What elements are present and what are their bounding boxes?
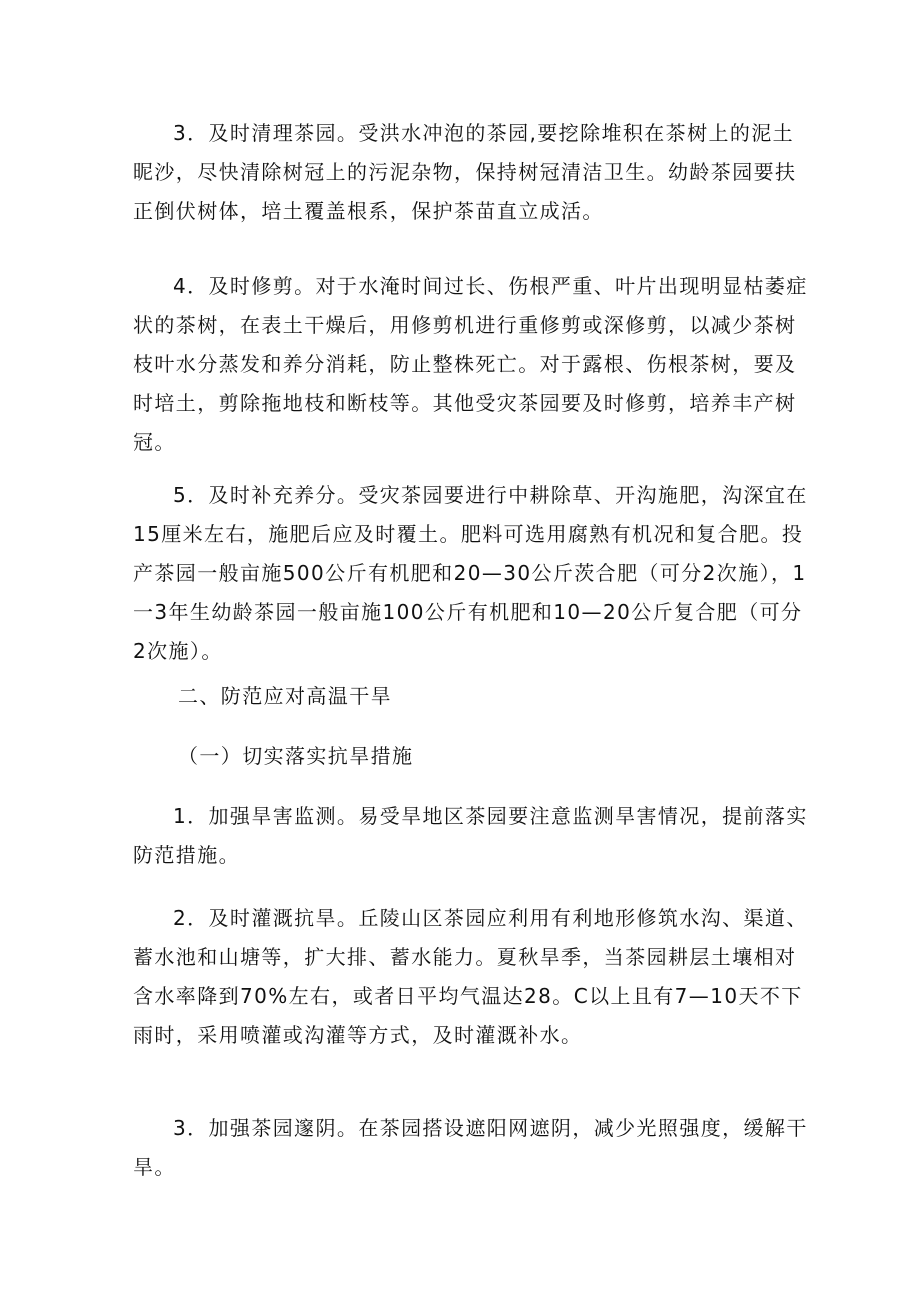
- section-heading: 二、防范应对高温干旱: [178, 684, 392, 708]
- paragraph-shading: 3．加强茶园邃阴。在茶园搭设遮阳网遮阴，减少光照强度，缓解干旱。: [133, 1116, 808, 1179]
- paragraph-irrigation: 2．及时灌溉抗旱。丘陵山区茶园应利用有利地形修筑水沟、渠道、蓄水池和山塘等，扩大排、蓄水能力。夏秋旱季，当茶园耕层土壤相对含水率降到70%左右，或者日平均气温达28。C以上且有7—10天不下雨时，采用喷灌或沟灌等方式，及时灌溉补水。: [133, 906, 808, 1047]
- paragraph-pruning: 4．及时修剪。对于水淹时间过长、伤根严重、叶片出现明显枯萎症状的茶树，在表土干燥后，用修剪机进行重修剪或深修剪，以减少茶树枝叶水分蒸发和养分消耗，防止整株死亡。对于露根、伤根茶树，要及时培土，剪除拖地枝和断枝等。其他受灾茶园要及时修剪，培养丰产树冠。: [133, 274, 808, 454]
- paragraph-nutrients: 5．及时补充养分。受灾茶园要进行中耕除草、开沟施肥，沟深宜在15厘米左右，施肥后应及时覆土。肥料可选用腐熟有机况和复合肥。投产茶园一般亩施500公斤有机肥和20—30公斤茨合肥（可分2次施），1一3年生幼龄茶园一般亩施100公斤有机肥和10—20公斤复合肥（可分2次施）。: [133, 483, 808, 663]
- subsection-heading: （一）切实落实抗旱措施: [178, 744, 414, 768]
- paragraph-clear-tea-garden: 3．及时清理茶园。受洪水冲泡的茶园,要挖除堆积在茶树上的泥土昵沙，尽快清除树冠上的污泥杂物，保持树冠清洁卫生。幼龄茶园要扶正倒伏树体，培土覆盖根系，保护茶苗直立成活。: [133, 121, 797, 223]
- paragraph-drought-monitoring: 1．加强旱害监测。易受旱地区茶园要注意监测旱害情况，提前落实防范措施。: [133, 804, 808, 867]
